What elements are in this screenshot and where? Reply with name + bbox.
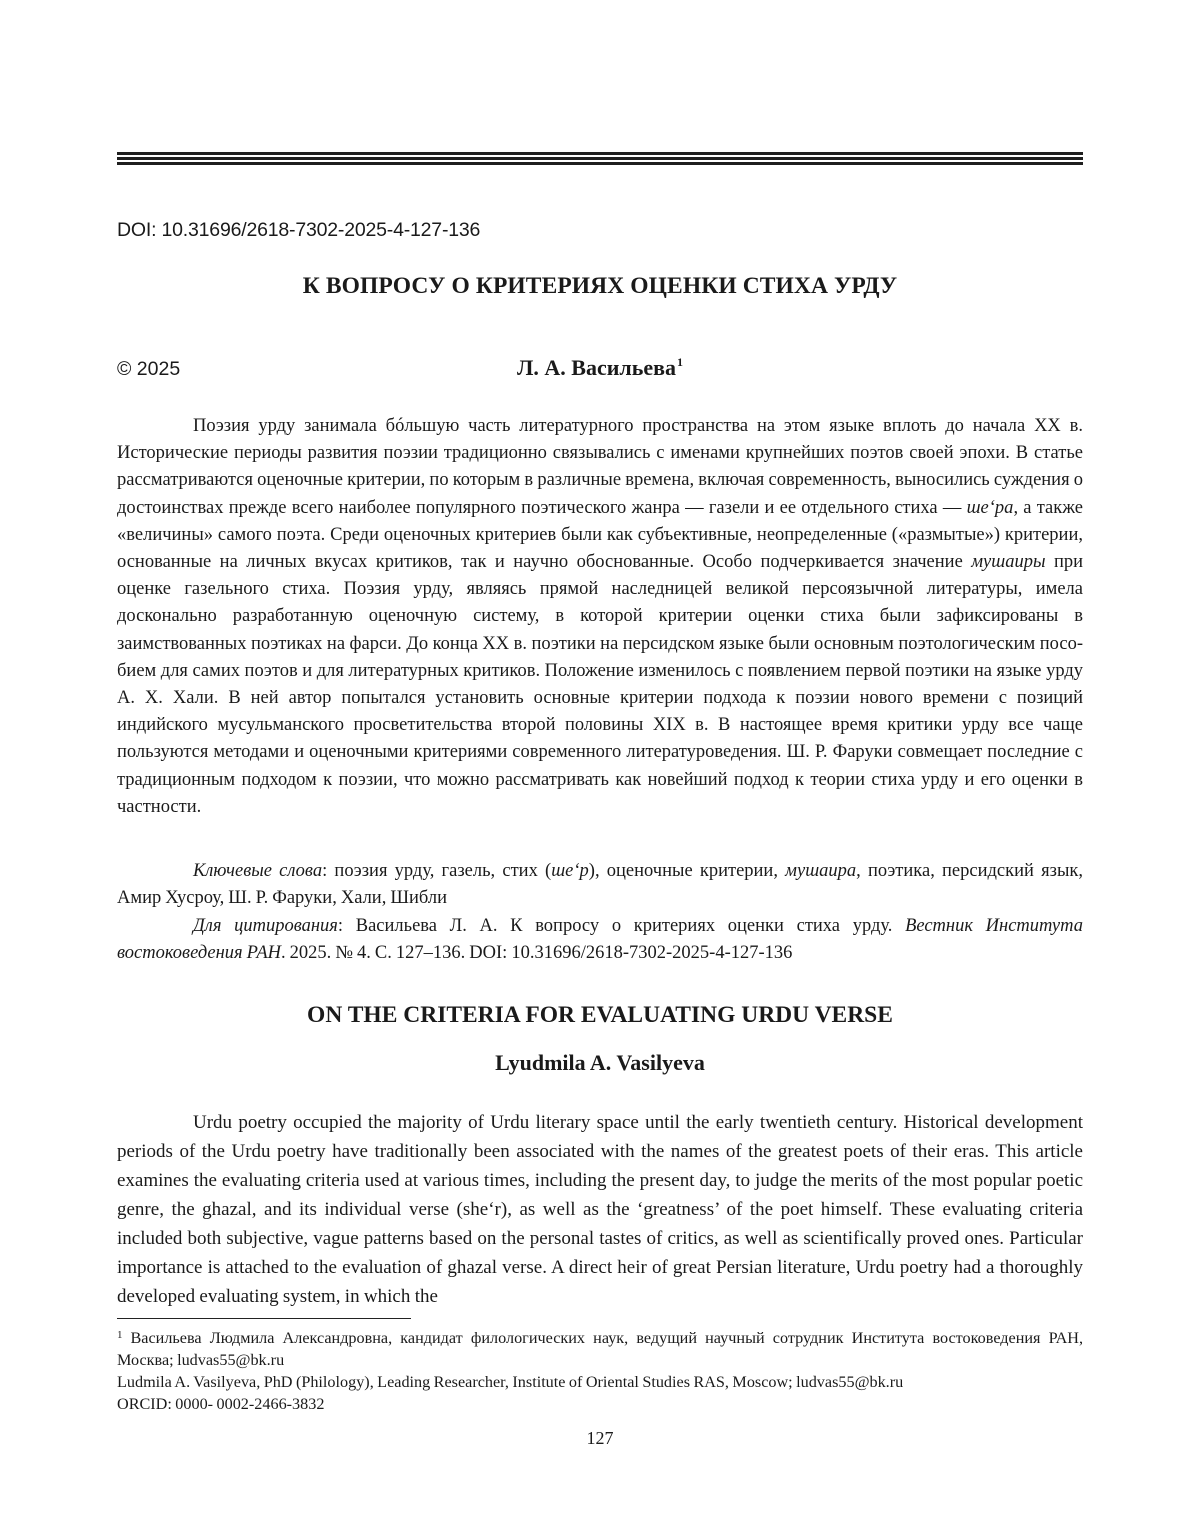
copyright: © 2025 bbox=[117, 358, 181, 380]
author-footnote-mark: 1 bbox=[677, 355, 684, 369]
footnote-ru-text: Васильева Людмила Александровна, кандидат филологических наук, ведущий научный сотрудник Института востоковедения РАН, Москва; ludvas55@bk.ru bbox=[117, 1329, 1083, 1369]
footnote-en: Ludmila A. Vasilyeva, PhD (Philology), Leading Researcher, Institute of Oriental Studies RAS, Moscow; ludvas55@bk.ru bbox=[117, 1373, 904, 1391]
footnote-rule bbox=[117, 1318, 411, 1319]
doi: DOI: 10.31696/2618-7302-2025-4-127-136 bbox=[117, 219, 481, 241]
article-title-ru: К ВОПРОСУ О КРИТЕРИЯХ ОЦЕНКИ СТИХА УРДУ bbox=[302, 273, 898, 299]
keywords-text: : поэзия урду, газель, стих ( bbox=[322, 861, 552, 881]
citation-ru bbox=[117, 913, 1083, 967]
keywords-ru bbox=[117, 858, 1083, 912]
header-rule-line bbox=[117, 152, 1083, 155]
abstract-ru-term: ше‘ра bbox=[966, 497, 1014, 518]
keywords-term: мушаира bbox=[785, 861, 857, 881]
keywords-term: ше‘р bbox=[551, 861, 589, 881]
author-en: Lyudmila A. Vasilyeva bbox=[495, 1050, 705, 1075]
header-rule-line bbox=[117, 162, 1083, 165]
abstract-ru-part: , а также «величины» самого поэта. Среди оценочных критериев были как субъективные, неопределенные («размытые») критерии, основанные на личных вкусах критиков, так и научно обоснованные. Особо подчеркивается значение bbox=[117, 497, 1083, 573]
page-number: 127 bbox=[586, 1428, 614, 1448]
header-rule bbox=[117, 152, 1083, 167]
author-ru bbox=[117, 355, 1083, 381]
keywords-label: Ключевые слова bbox=[193, 861, 323, 881]
footnote bbox=[117, 1324, 1083, 1415]
author-ru-name: Л. А. Васильева bbox=[516, 355, 677, 380]
keywords-text: ), оценочные критерии, bbox=[588, 861, 786, 881]
citation-journal: Вестник Института востоковедения РАН bbox=[117, 916, 1083, 964]
citation-label: Для цитирования bbox=[193, 916, 338, 936]
footnote-mark: 1 bbox=[117, 1329, 123, 1341]
citation-text: : Васильева Л. А. К вопросу о критериях оценки стиха урду. bbox=[337, 916, 906, 936]
citation-text: . 2025. № 4. С. 127–136. DOI: 10.31696/2618-7302-2025-4-127-136 bbox=[281, 943, 793, 964]
abstract-ru bbox=[117, 413, 1083, 821]
header-rule-line bbox=[117, 157, 1083, 160]
article-title-en: ON THE CRITERIA FOR EVALUATING URDU VERSE bbox=[307, 1002, 893, 1028]
abstract-ru-part: Поэзия урду занимала бóльшую часть литературного пространства на этом языке вплоть до начала XX в. Исторические периоды развития поэзии традиционно связывались с именами крупнейших поэтов своей эпохи. В статье рассматриваются оценочные критерии, по которым в различные времена, включая современность, выносились суждения о достоинствах прежде всего наиболее популярного поэтического жанра — газели и ее отдельного стиха — bbox=[117, 416, 1083, 518]
abstract-en: Urdu poetry occupied the majority of Urdu literary space until the early twentieth century. Historical development periods of the Urdu poetry have traditionally been associated with the names of the greatest poets of their eras. This article examines the evaluating criteria used at various times, including the present day, to judge the merits of the most popular poetic genre, the ghazal, and its individual verse (she‘r), as well as the ‘greatness’ of the poet himself. These evaluating criteria included both subjective, vague patterns based on the personal tastes of critics, as well as scientifically proved ones. Particular importance is attached to the evaluation of ghazal verse. A direct heir of great Persian literature, Urdu poetry had a thoroughly developed evaluating system, in which the bbox=[117, 1112, 1083, 1307]
keywords-text: , поэтика, персидский язык, Амир Хусроу, Ш. Р. Фаруки, Хали, Шибли bbox=[117, 861, 1083, 909]
abstract-ru-part: при оценке газельного стиха. Поэзия урду, являясь прямой наследницей великой персоязычной литературы, имела досконально разработанную оценочную систему, в которой критерии оценки стиха были зафиксированы в заимствованных поэтиках на фарси. До конца XX в. поэтики на персидском языке были основным поэтологическим пособием для самих поэтов и для литературных критиков. Положение изменилось с появлением первой поэтики на языке урду А. Х. Хали. В ней автор попытался установить основные критерии подхода к поэзии нового времени с позиций индийского мусульманского просветительства второй половины XIX в. В настоящее время критики урду все чаще пользуются методами и оценочными критериями современного литературоведения. Ш. Р. Фаруки совмещает последние с традиционным подходом к поэзии, что можно рассматривать как новейший подход к теории стиха урду и его оценки в частности. bbox=[117, 552, 1083, 817]
footnote-orcid: ORCID: 0000- 0002-2466-3832 bbox=[117, 1395, 325, 1413]
footnote-ru bbox=[117, 1324, 1083, 1371]
abstract-ru-term: мушаиры bbox=[971, 552, 1046, 573]
